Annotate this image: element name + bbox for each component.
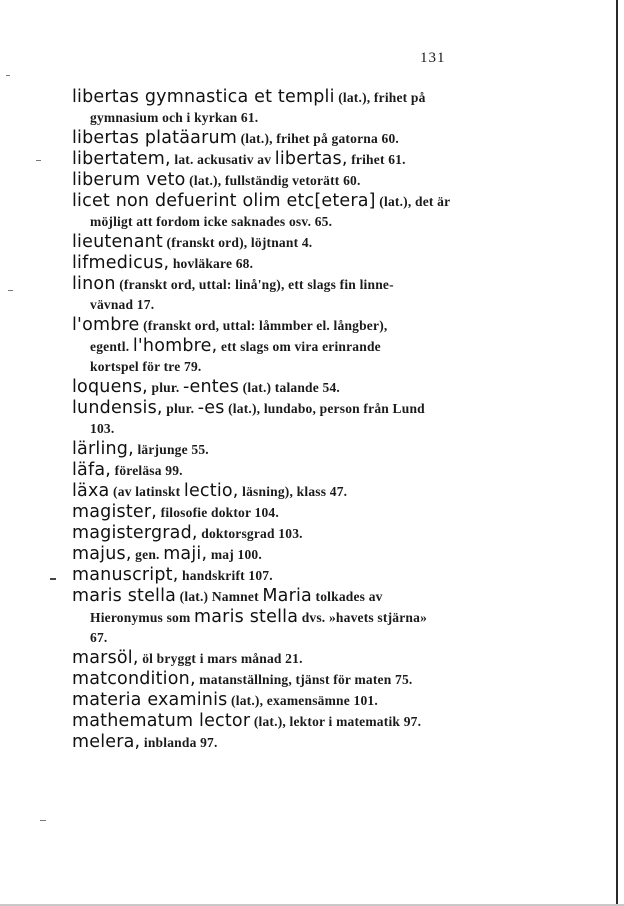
- definition-text: (lat.) Namnet: [176, 589, 263, 604]
- glossary-entry: [72, 711, 472, 732]
- definition-text: (lat.), lundabo, person från Lund: [224, 401, 425, 416]
- entry-line: [72, 191, 472, 212]
- definition-text: (lat.), frihet på gatorna 60.: [237, 131, 399, 146]
- entry-continuation-line: [72, 628, 472, 648]
- definition-text: (franskt ord, uttal: linå'ng), ett slags fin linne-: [115, 277, 394, 292]
- headword: majus,: [72, 544, 132, 564]
- entry-line: [72, 253, 472, 274]
- entry-line: [72, 460, 472, 481]
- entry-line: [72, 690, 472, 711]
- entry-line: [72, 377, 472, 398]
- definition-text: frihet 61.: [347, 152, 406, 167]
- glossary-entry: [72, 170, 472, 191]
- glossary-entry: [72, 377, 472, 398]
- headword: -entes: [182, 377, 240, 397]
- definition-text: (av latinskt: [109, 484, 184, 499]
- headword: liberum veto: [72, 170, 186, 190]
- entry-continuation-line: [72, 212, 472, 232]
- headword: linon: [72, 274, 116, 294]
- definition-text: matanställning, tjänst för maten 75.: [195, 672, 413, 687]
- glossary-entry: [72, 502, 472, 523]
- definition-text: gen.: [131, 547, 164, 562]
- definition-text: (lat.) talande 54.: [239, 380, 341, 395]
- scan-speck: [40, 820, 46, 821]
- definition-text: gymnasium och i kyrkan 61.: [90, 110, 259, 125]
- headword: magister,: [72, 502, 158, 522]
- headword: maji,: [163, 544, 208, 564]
- definition-text: 67.: [90, 630, 108, 645]
- glossary-entry: [72, 565, 472, 586]
- entry-continuation-line: [72, 419, 472, 439]
- glossary-entry: [72, 544, 472, 565]
- glossary-entry: [72, 481, 472, 502]
- scan-speck: [36, 160, 41, 161]
- glossary-entry: [72, 274, 472, 315]
- definition-text: filosofie doktor 104.: [157, 505, 279, 520]
- definition-text: hovläkare 68.: [169, 256, 254, 271]
- glossary-entry: [72, 315, 472, 377]
- definition-text: lat. ackusativ av: [170, 152, 275, 167]
- glossary-entry: [72, 460, 472, 481]
- headword: melera,: [72, 732, 141, 752]
- entry-continuation-line: [72, 295, 472, 315]
- entry-line: [72, 170, 472, 191]
- entry-line: [72, 87, 472, 108]
- headword: magistergrad,: [72, 523, 198, 543]
- definition-text: Hieronymus som: [90, 610, 195, 625]
- definition-text: tolkades av: [311, 589, 383, 604]
- definition-text: doktorsgrad 103.: [197, 526, 303, 541]
- glossary-entry-list: [72, 87, 472, 753]
- definition-text: (franskt ord), löjtnant 4.: [162, 235, 313, 250]
- entry-line: [72, 481, 472, 502]
- entry-line: [72, 128, 472, 149]
- definition-text: kortspel för tre 79.: [90, 359, 202, 374]
- glossary-entry: [72, 732, 472, 753]
- headword: loquens,: [72, 377, 148, 397]
- entry-line: [72, 732, 472, 753]
- glossary-entry: [72, 232, 472, 253]
- headword: läfa,: [72, 460, 112, 480]
- entry-line: [72, 523, 472, 544]
- headword: läxa: [72, 481, 110, 501]
- entry-line: [72, 149, 472, 170]
- glossary-entry: [72, 149, 472, 170]
- headword: materia examinis: [72, 690, 228, 710]
- definition-text: ett slags om vira erinrande: [217, 339, 381, 354]
- scan-speck: [6, 75, 10, 76]
- definition-text: inblanda 97.: [140, 735, 218, 750]
- headword: libertas,: [274, 149, 348, 169]
- entry-line: [72, 544, 472, 565]
- definition-text: läsning), klass 47.: [238, 484, 348, 499]
- glossary-entry: [72, 586, 472, 648]
- entry-line: [72, 274, 472, 295]
- entry-continuation-line: [72, 607, 472, 628]
- headword: manuscript,: [72, 565, 179, 585]
- glossary-entry: [72, 690, 472, 711]
- entry-line: [72, 315, 472, 336]
- headword: maris stella: [72, 586, 177, 606]
- definition-text: egentl.: [90, 339, 133, 354]
- entry-line: [72, 232, 472, 253]
- headword: lundensis,: [72, 398, 163, 418]
- headword: l'hombre,: [132, 336, 218, 356]
- glossary-entry: [72, 523, 472, 544]
- definition-text: (franskt ord, uttal: låmmber el. långber),: [139, 318, 388, 333]
- headword: lärling,: [72, 439, 134, 459]
- entry-continuation-line: [72, 357, 472, 377]
- headword: libertatem,: [72, 149, 171, 169]
- entry-line: [72, 586, 472, 607]
- entry-line: [72, 502, 472, 523]
- definition-text: föreläsa 99.: [111, 463, 183, 478]
- entry-continuation-line: [72, 108, 472, 128]
- glossary-entry: [72, 253, 472, 274]
- headword: lectio,: [183, 481, 239, 501]
- glossary-entry: [72, 669, 472, 690]
- definition-text: öl bryggt i mars månad 21.: [138, 651, 303, 666]
- definition-text: möjligt att fordom icke saknades osv. 65.: [90, 214, 333, 229]
- entry-line: [72, 565, 472, 586]
- headword: l'ombre: [72, 315, 140, 335]
- definition-text: (lat.), frihet på: [334, 90, 426, 105]
- glossary-entry: [72, 398, 472, 439]
- definition-text: (lat.), lektor i matematik 97.: [250, 714, 422, 729]
- definition-text: vävnad 17.: [90, 297, 155, 312]
- headword: libertas gymnastica et templi: [72, 87, 335, 107]
- headword: -es: [197, 398, 225, 418]
- entry-line: [72, 669, 472, 690]
- definition-text: dvs. »havets stjärna»: [298, 610, 428, 625]
- headword: licet non defuerint olim etc[etera]: [72, 191, 376, 211]
- definition-text: maj 100.: [207, 547, 262, 562]
- page-edge-shadow: [616, 0, 618, 906]
- headword: mathematum lector: [72, 711, 251, 731]
- glossary-entry: [72, 191, 472, 232]
- entry-continuation-line: [72, 336, 472, 357]
- definition-text: plur.: [162, 401, 198, 416]
- definition-text: handskrift 107.: [178, 568, 273, 583]
- headword: marsöl,: [72, 648, 139, 668]
- glossary-entry: [72, 87, 472, 128]
- page-number: 131: [420, 50, 446, 66]
- headword: matcondition,: [72, 669, 196, 689]
- definition-text: (lat.), examensämne 101.: [227, 693, 378, 708]
- definition-text: plur.: [147, 380, 183, 395]
- entry-line: [72, 648, 472, 669]
- headword: Maria: [262, 586, 312, 606]
- entry-line: [72, 439, 472, 460]
- definition-text: (lat.), det är: [375, 194, 451, 209]
- glossary-entry: [72, 439, 472, 460]
- glossary-entry: [72, 648, 472, 669]
- definition-text: lärjunge 55.: [133, 442, 209, 457]
- headword: lieutenant: [72, 232, 163, 252]
- scan-speck: [50, 578, 56, 580]
- headword: lifmedicus,: [72, 253, 170, 273]
- headword: maris stella: [194, 607, 299, 627]
- headword: libertas platäarum: [72, 128, 237, 148]
- scan-speck: [8, 290, 13, 291]
- glossary-entry: [72, 128, 472, 149]
- entry-line: [72, 711, 472, 732]
- definition-text: 103.: [90, 421, 115, 436]
- definition-text: (lat.), fullständig vetorätt 60.: [185, 173, 361, 188]
- entry-line: [72, 398, 472, 419]
